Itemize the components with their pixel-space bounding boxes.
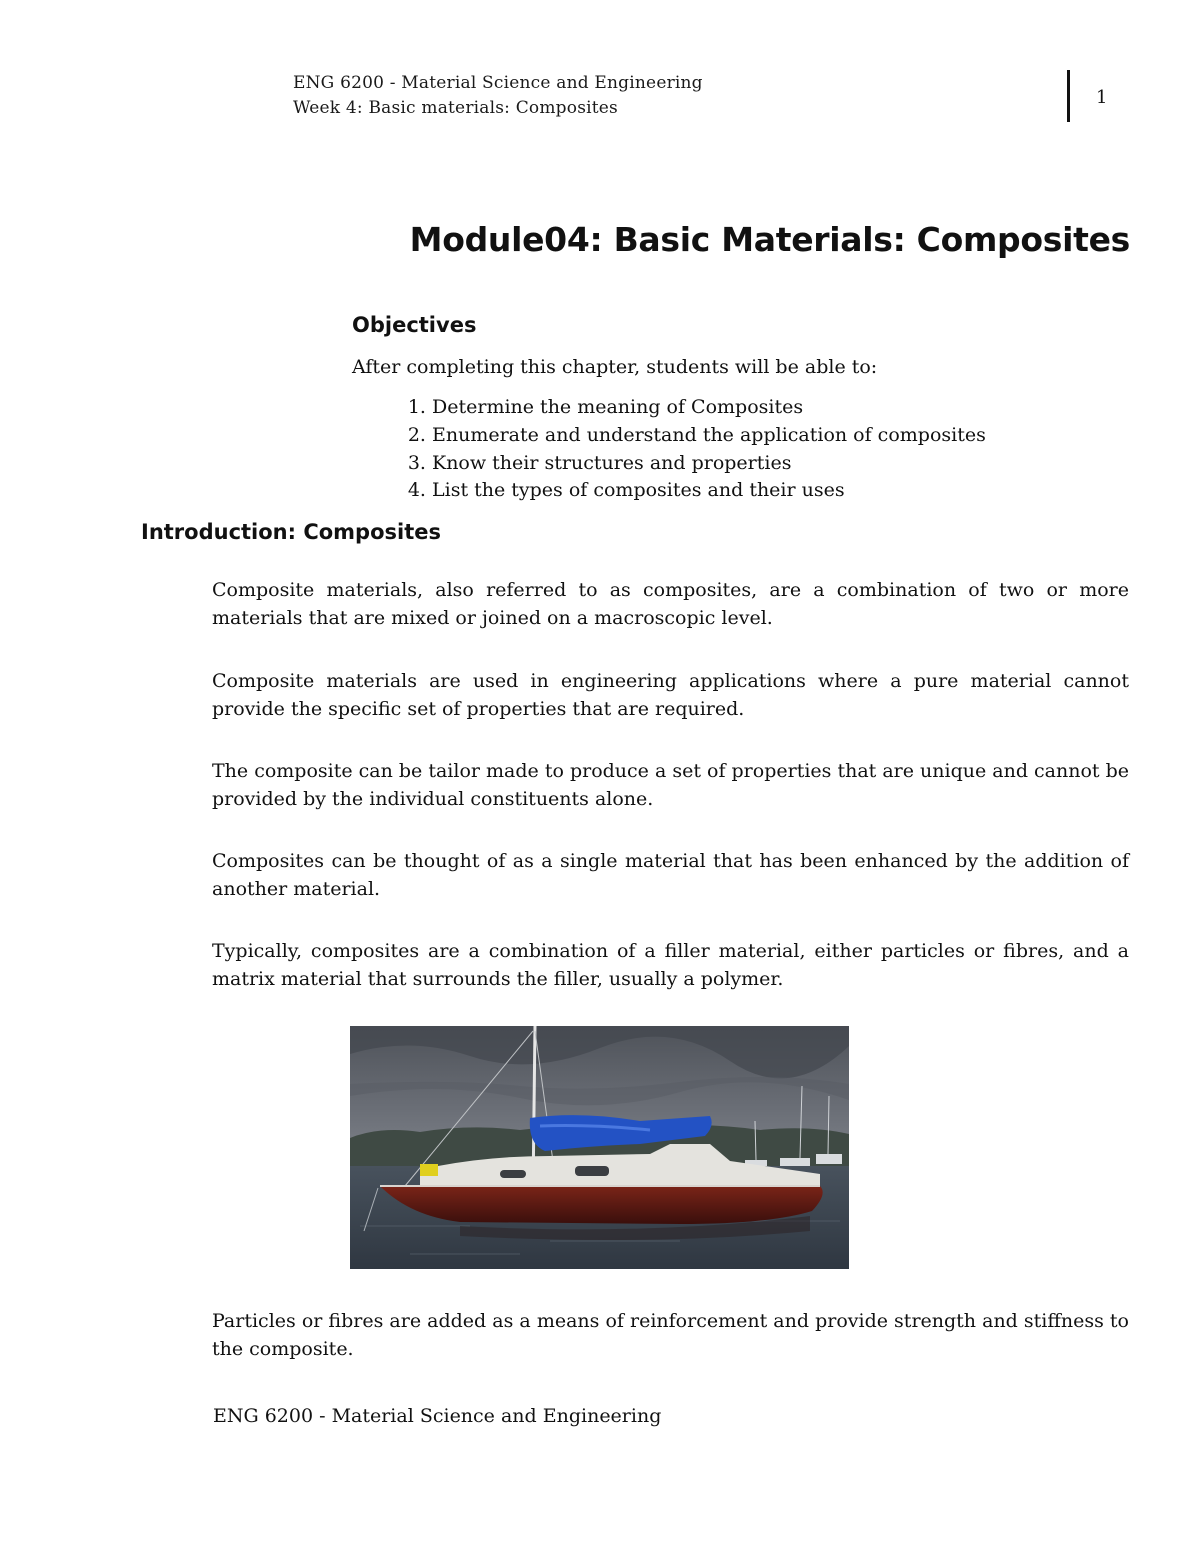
objective-text: Know their structures and properties [432, 451, 792, 474]
introduction-heading: Introduction: Composites [141, 520, 441, 544]
objective-text: Enumerate and understand the application of composites [432, 423, 986, 446]
objectives-list [388, 394, 986, 505]
page-number: 1 [1096, 87, 1108, 108]
objective-number: 3. [407, 451, 426, 474]
body-paragraph: Particles or fibres are added as a means of reinforcement and provide strength and stiffness to the composite. [212, 1310, 1129, 1360]
objective-text: List the types of composites and their uses [432, 479, 845, 502]
objective-number: 1. [407, 396, 426, 418]
objective-item [388, 477, 986, 505]
objective-item [388, 422, 986, 450]
body-paragraph: The composite can be tailor made to produce a set of properties that are unique and cannot be provided by the individual constituents alone. [212, 760, 1129, 810]
body-paragraph: Composite materials are used in engineering applications where a pure material cannot provide the specific set of properties that are required. [212, 670, 1129, 720]
body-paragraph: Typically, composites are a combination of a filler material, either particles or fibres, and a matrix material that surrounds the filler, usually a polymer. [212, 940, 1129, 990]
page-footer: ENG 6200 - Material Science and Engineering [213, 1405, 662, 1427]
header-course: ENG 6200 - Material Science and Engineering [293, 73, 703, 93]
body-paragraph: Composites can be thought of as a single material that has been enhanced by the addition of another material. [212, 850, 1129, 900]
document-title: Module04: Basic Materials: Composites [409, 220, 1130, 259]
objective-text: Determine the meaning of Composites [432, 396, 804, 418]
objectives-intro: After completing this chapter, students will be able to: [352, 356, 878, 378]
objectives-heading: Objectives [352, 313, 477, 337]
objective-item [388, 450, 986, 478]
header-divider [1067, 70, 1070, 122]
objective-number: 2. [407, 423, 426, 446]
sailboat-photo [350, 1026, 849, 1269]
objective-number: 4. [407, 479, 426, 502]
header-week: Week 4: Basic materials: Composites [293, 98, 618, 118]
body-paragraph: Composite materials, also referred to as composites, are a combination of two or more materials that are mixed or joined on a macroscopic level. [212, 579, 1129, 629]
objective-item [388, 394, 986, 422]
